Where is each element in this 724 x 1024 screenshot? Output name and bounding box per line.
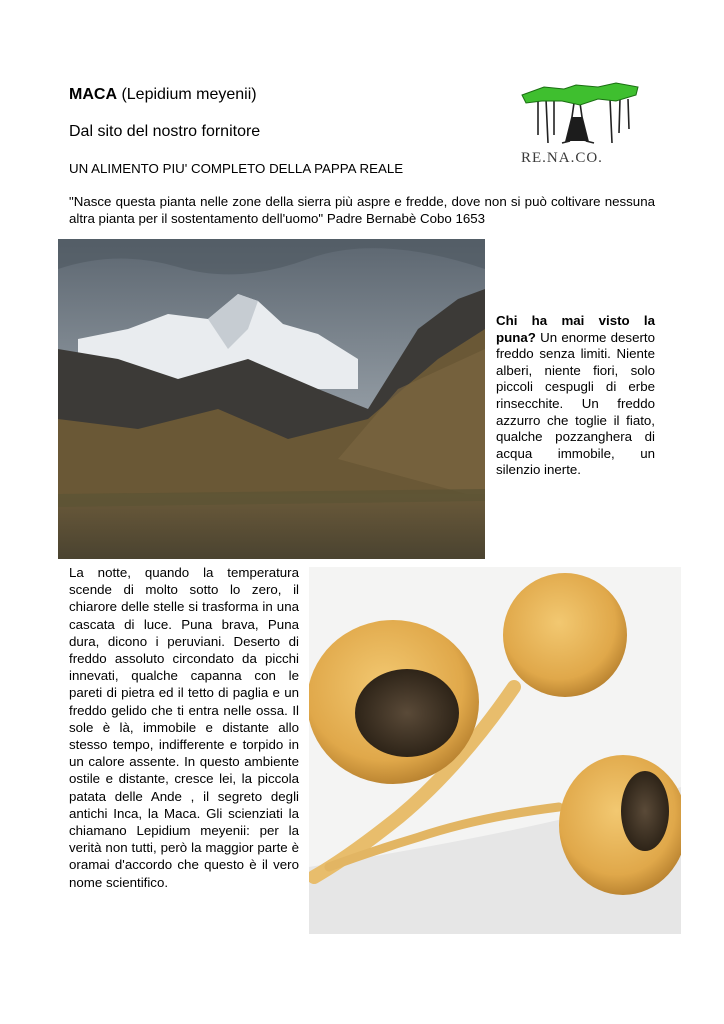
page-title <box>69 86 257 104</box>
puna-lead: Chi ha mai visto la puna? <box>496 313 655 345</box>
kicker-heading: UN ALIMENTO PIU' COMPLETO DELLA PAPPA REALE <box>69 161 404 176</box>
andes-puna-landscape-photo <box>58 239 485 559</box>
puna-description <box>496 313 655 479</box>
logo-text: RE.NA.CO. <box>521 150 603 166</box>
maca-roots-photo <box>309 567 681 934</box>
title-bold: MACA <box>69 86 117 103</box>
body-paragraph: La notte, quando la temperatura scende di molto sotto lo zero, il chiarore delle stelle si trasforma in una cascata di luce. Puna brava, Puna dura, dicono i peruviani. Deserto di freddo assoluto circondato da picchi innevati, qualche capanna con le pareti di pietra ed il tetto di paglia e un freddo gelido che ti entra nelle ossa. Il sole è là, immobile e distante allo stesso tempo, indifferente e torpido in un calore assente. In questo ambiente ostile e distante, cresce lei, la piccola patata delle Ande , il segreto degli antichi Inca, la Maca. Gli scienziati la chiamano Lepidium meyenii: per la verità non tutti, però la maggior parte è oramai d'accordo che questo è il vero nome scientifico. <box>69 565 299 890</box>
puna-body: Un enorme deserto freddo senza limiti. Niente alberi, niente fiori, solo piccoli cespugli di erbe rinsecchite. Un freddo azzurro che toglie il fiato, qualche pozzanghera di acqua immobile, un silenzio inerte. <box>496 329 655 478</box>
subtitle: Dal sito del nostro fornitore <box>69 123 261 140</box>
title-rest: (Lepidium meyenii) <box>117 86 257 103</box>
renaco-logo <box>516 77 646 169</box>
quote-paragraph: "Nasce questa pianta nelle zone della sierra più aspre e fredde, dove non si può coltivare nessuna altra pianta per il sostentamento dell'uomo" Padre Bernabè Cobo 1653 <box>69 194 655 226</box>
tree-logo-icon <box>516 77 646 149</box>
